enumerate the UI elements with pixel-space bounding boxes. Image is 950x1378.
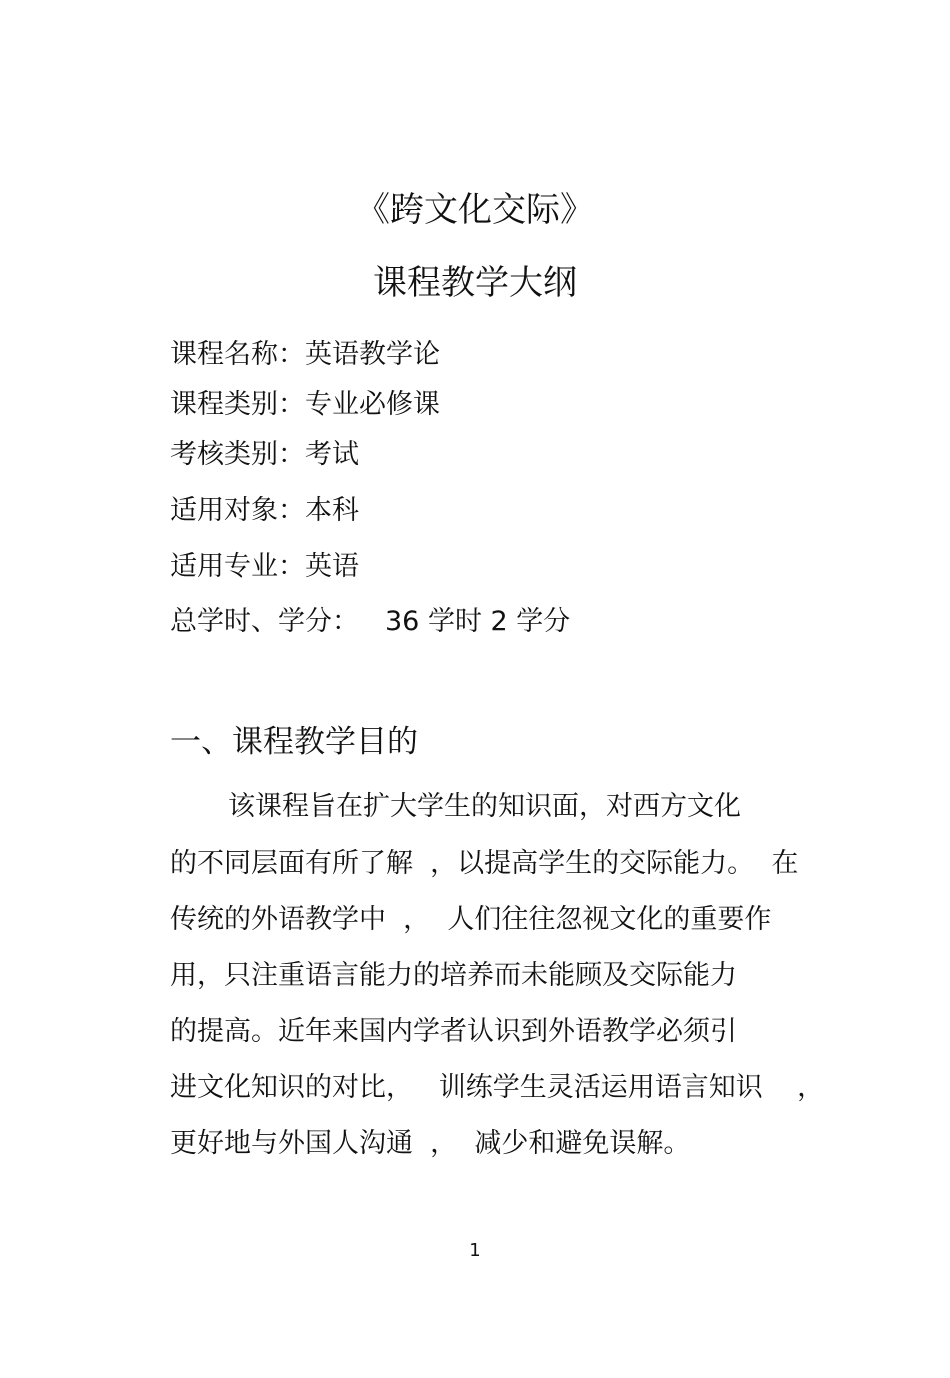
info-label: 总学时、学分：: [170, 606, 359, 637]
info-assessment-type: [170, 439, 359, 471]
info-label: 课程类别：: [170, 389, 305, 420]
info-label: 适用对象：: [170, 495, 305, 526]
info-value: 英语: [305, 551, 359, 582]
info-label: 适用专业：: [170, 551, 305, 582]
info-label: 课程名称：: [170, 339, 305, 370]
info-value: 英语教学论: [305, 339, 440, 370]
paragraph-line: 该课程旨在扩大学生的知识面，对西方文化: [228, 791, 741, 822]
info-major: [170, 551, 359, 583]
info-value: 36 学时 2 学分: [385, 606, 571, 637]
info-target-audience: [170, 495, 359, 527]
paragraph-line: 用，只注重语言能力的培养而未能顾及交际能力: [170, 960, 737, 991]
info-hours-credits: [170, 606, 570, 638]
document-title: 《跨文化交际》: [356, 190, 594, 230]
paragraph-line: 传统的外语教学中 ， 人们往往忽视文化的重要作: [170, 904, 772, 935]
paragraph-line: 的不同层面有所了解 ，以提高学生的交际能力。 在: [170, 848, 799, 879]
info-course-category: [170, 389, 440, 421]
paragraph-line: 更好地与外国人沟通 ， 减少和避免误解。: [170, 1128, 691, 1159]
info-label: 考核类别：: [170, 439, 305, 470]
info-value: 本科: [305, 495, 359, 526]
section-heading: 一、课程教学目的: [170, 724, 418, 760]
document-subtitle: 课程教学大纲: [373, 263, 577, 303]
info-value: 专业必修课: [305, 389, 440, 420]
info-course-name: [170, 339, 440, 371]
info-value: 考试: [305, 439, 359, 470]
page-number: 1: [469, 1240, 481, 1261]
paragraph-line: 的提高。近年来国内学者认识到外语教学必须引: [170, 1016, 737, 1047]
paragraph-line: 进文化知识的对比， 训练学生灵活运用语言知识 ，: [170, 1072, 825, 1103]
